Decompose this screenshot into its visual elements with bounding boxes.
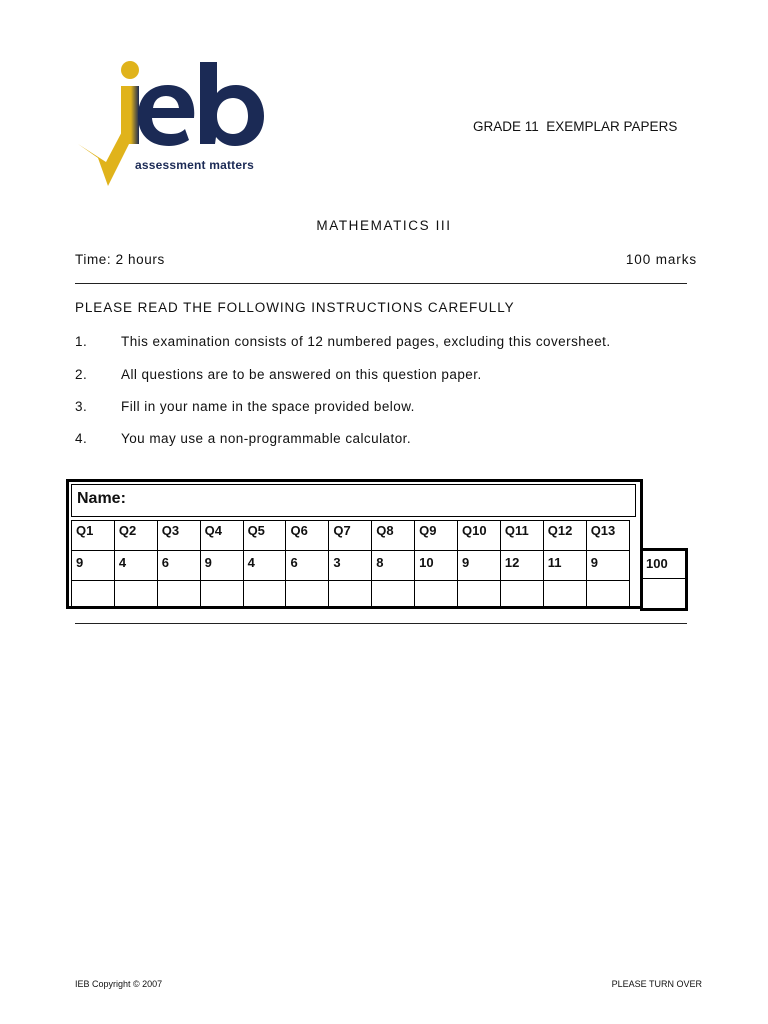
question-label: Q5 <box>243 521 286 551</box>
question-max-mark: 9 <box>586 551 629 581</box>
instruction-number: 2. <box>75 367 88 382</box>
score-entry-cell[interactable] <box>243 581 286 609</box>
question-max-mark: 12 <box>500 551 543 581</box>
logo-dot <box>121 61 139 79</box>
question-max-mark: 9 <box>200 551 243 581</box>
instruction-text: This examination consists of 12 numbered pages, excluding this coversheet. <box>121 334 611 349</box>
question-max-mark: 6 <box>286 551 329 581</box>
question-label: Q9 <box>415 521 458 551</box>
subject-title: MATHEMATICS III <box>316 218 452 233</box>
question-label: Q4 <box>200 521 243 551</box>
question-max-mark: 6 <box>157 551 200 581</box>
question-max-mark: 9 <box>458 551 501 581</box>
instruction-item <box>75 431 411 446</box>
instruction-number: 1. <box>75 334 88 349</box>
paper-series: GRADE 11 EXEMPLAR PAPERS <box>473 119 678 134</box>
total-divider <box>643 578 685 579</box>
question-label: Q1 <box>72 521 115 551</box>
question-max-mark: 10 <box>415 551 458 581</box>
footer-turn-over: PLEASE TURN OVER <box>611 979 702 989</box>
question-label: Q2 <box>114 521 157 551</box>
score-entry-cell[interactable] <box>586 581 629 609</box>
instruction-number: 4. <box>75 431 88 446</box>
question-max-mark: 8 <box>372 551 415 581</box>
instruction-text: Fill in your name in the space provided below. <box>121 399 415 414</box>
name-field[interactable] <box>71 484 636 517</box>
score-entry-cell[interactable] <box>72 581 115 609</box>
score-entry-cell[interactable] <box>500 581 543 609</box>
question-label: Q12 <box>543 521 586 551</box>
instruction-number: 3. <box>75 399 88 414</box>
marks-grid <box>71 520 630 609</box>
question-label: Q6 <box>286 521 329 551</box>
instructions-title: PLEASE READ THE FOLLOWING INSTRUCTIONS CAREFULLY <box>75 300 515 315</box>
question-label: Q7 <box>329 521 372 551</box>
question-max-mark: 4 <box>114 551 157 581</box>
score-entry-cell[interactable] <box>372 581 415 609</box>
logo-tagline: assessment matters <box>135 158 255 172</box>
score-table <box>66 479 643 609</box>
score-entry-cell[interactable] <box>114 581 157 609</box>
instruction-item <box>75 334 611 349</box>
question-max-mark: 9 <box>72 551 115 581</box>
score-entry-cell[interactable] <box>458 581 501 609</box>
question-label: Q11 <box>500 521 543 551</box>
question-label: Q8 <box>372 521 415 551</box>
question-max-mark: 3 <box>329 551 372 581</box>
score-entry-cell[interactable] <box>543 581 586 609</box>
total-marks: 100 marks <box>625 252 697 267</box>
divider-line <box>75 623 687 624</box>
question-max-mark: 4 <box>243 551 286 581</box>
instruction-item <box>75 399 415 414</box>
total-value: 100 <box>646 556 668 571</box>
question-label: Q3 <box>157 521 200 551</box>
question-label: Q10 <box>458 521 501 551</box>
score-entry-cell[interactable] <box>329 581 372 609</box>
total-box <box>640 548 688 611</box>
instruction-text: You may use a non-programmable calculator. <box>121 431 412 446</box>
score-entry-cell[interactable] <box>415 581 458 609</box>
score-entry-cell[interactable] <box>200 581 243 609</box>
score-entry-cell[interactable] <box>286 581 329 609</box>
question-label: Q13 <box>586 521 629 551</box>
exam-time: Time: 2 hours <box>75 252 165 267</box>
name-label: Name: <box>77 490 126 507</box>
question-max-mark: 11 <box>543 551 586 581</box>
instruction-text: All questions are to be answered on this question paper. <box>121 367 482 382</box>
score-entry-cell[interactable] <box>157 581 200 609</box>
divider-line <box>75 283 687 284</box>
footer-copyright: IEB Copyright © 2007 <box>75 979 163 989</box>
instruction-item <box>75 367 482 382</box>
